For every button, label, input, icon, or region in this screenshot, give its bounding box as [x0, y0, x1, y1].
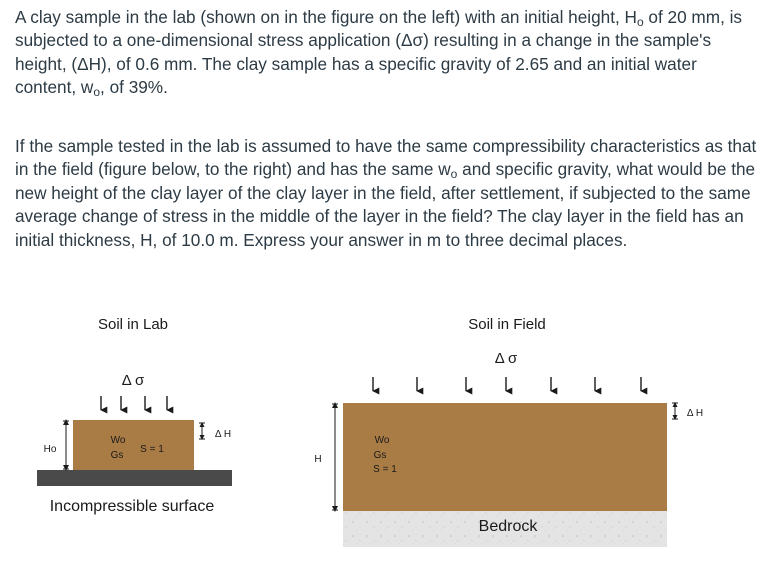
- lab-stress-label: Δ σ: [121, 372, 145, 389]
- field-h-label: H: [314, 454, 322, 465]
- soil-diagram: [0, 290, 775, 566]
- lab-wo-label: Wo: [110, 435, 126, 446]
- p1-subscript-a: o: [636, 15, 644, 29]
- lab-title: Soil in Lab: [97, 316, 169, 333]
- p1-text-a: A clay sample in the lab (shown on in the figure on the left) with an initial height, H: [15, 7, 637, 27]
- field-stress-label: Δ σ: [494, 350, 518, 367]
- p2-text-a: If the sample tested in the lab is assumed to have the same compressibility characteristics as that in the field (figure below, to the right) and has the same w: [15, 136, 757, 180]
- question-paragraph-1: [15, 6, 760, 100]
- field-base-label: Bedrock: [478, 518, 538, 535]
- field-clay-layer: [343, 403, 667, 511]
- lab-gs-label: Gs: [110, 450, 124, 461]
- lab-base-label: Incompressible surface: [49, 498, 215, 515]
- lab-clay-sample: [73, 420, 194, 470]
- field-h-dimension: [332, 404, 338, 510]
- p2-subscript-a: o: [450, 167, 458, 182]
- p1-text-b: of 20 mm, is subjected to a one-dimensional stress application (Δσ) resulting in a change in the sample's height, (ΔH), of 0.6 mm. The clay sample has a specific gravity of 2.65 and an initial water content, w: [15, 7, 743, 98]
- soil-figure: [0, 290, 775, 566]
- p2-text-b: and specific gravity, what would be the new height of the clay layer of the clay layer in the field, after settlement, if subjected to the same average change of stress in the middle of the layer in the field? The clay layer in the field has an initial thickness, H, of 10.0 m. Express your answer in m to three decimal places.: [15, 159, 756, 250]
- lab-incompressible-base: [37, 470, 232, 486]
- field-gs-label: Gs: [373, 450, 387, 461]
- p1-text-c: , of 39%.: [100, 77, 168, 98]
- lab-ho-dimension: [63, 421, 69, 469]
- p1-subscript-b: o: [93, 85, 101, 100]
- field-title: Soil in Field: [468, 316, 546, 333]
- lab-dh-label: Δ H: [214, 429, 232, 440]
- field-stress-arrows: [373, 377, 641, 391]
- lab-s-label: S = 1: [140, 444, 164, 455]
- field-s-label: S = 1: [373, 464, 397, 475]
- field-dh-label: Δ H: [686, 408, 704, 419]
- question-paragraph-2: [15, 135, 760, 252]
- lab-ho-label: Ho: [43, 444, 57, 455]
- lab-stress-arrows: [101, 396, 167, 410]
- field-wo-label: Wo: [374, 435, 390, 446]
